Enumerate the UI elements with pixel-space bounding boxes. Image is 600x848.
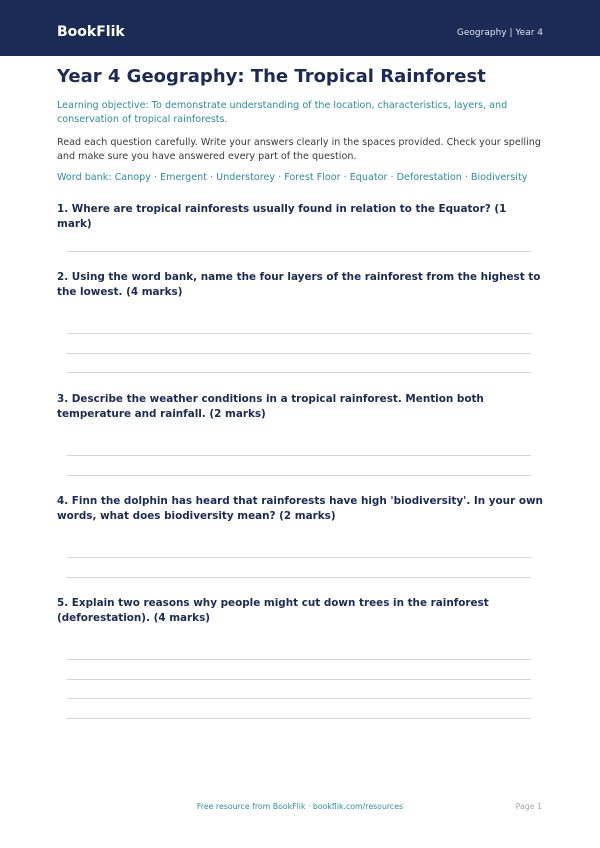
answer-line[interactable] [67, 557, 531, 558]
answer-line[interactable] [67, 679, 531, 680]
question-1: 1. Where are tropical rainforests usually found in relation to the Equator? (1 mark) [57, 203, 507, 230]
answer-line[interactable] [67, 698, 531, 699]
instructions: Read each question carefully. Write your answers clearly in the spaces provided. Check your spelling and make sure you have answered every part of the question. [57, 137, 541, 162]
question-4: 4. Finn the dolphin has heard that rainforests have high 'biodiversity'. In your own words, what does biodiversity mean? (2 marks) [57, 495, 543, 522]
word-bank: Word bank: Canopy · Emergent · Understorey · Forest Floor · Equator · Deforestation · Biodiversity [57, 172, 528, 183]
question-3: 3. Describe the weather conditions in a tropical rainforest. Mention both temperature and rainfall. (2 marks) [57, 393, 484, 420]
answer-line[interactable] [67, 659, 531, 660]
question-2: 2. Using the word bank, name the four layers of the rainforest from the highest to the lowest. (4 marks) [57, 271, 541, 298]
header-bar [0, 0, 600, 56]
learning-objective: Learning objective: To demonstrate understanding of the location, characteristics, layers, and conservation of tropical rainforests. [57, 100, 508, 125]
subject-year-label: Geography | Year 4 [456, 28, 543, 38]
answer-line[interactable] [67, 251, 531, 252]
answer-line[interactable] [67, 718, 531, 719]
footer-link[interactable]: Free resource from BookFlik · bookflik.com/resources [196, 802, 404, 811]
answer-line[interactable] [67, 455, 531, 456]
answer-line[interactable] [67, 333, 531, 334]
question-5: 5. Explain two reasons why people might cut down trees in the rainforest (deforestation). (4 marks) [57, 597, 489, 624]
brand-logo[interactable]: BookFlik [57, 24, 125, 40]
answer-line[interactable] [67, 577, 531, 578]
answer-line[interactable] [67, 475, 531, 476]
page-number: Page 1 [515, 802, 542, 811]
answer-line[interactable] [67, 353, 531, 354]
answer-line[interactable] [67, 372, 531, 373]
page-title: Year 4 Geography: The Tropical Rainforest [57, 66, 486, 87]
